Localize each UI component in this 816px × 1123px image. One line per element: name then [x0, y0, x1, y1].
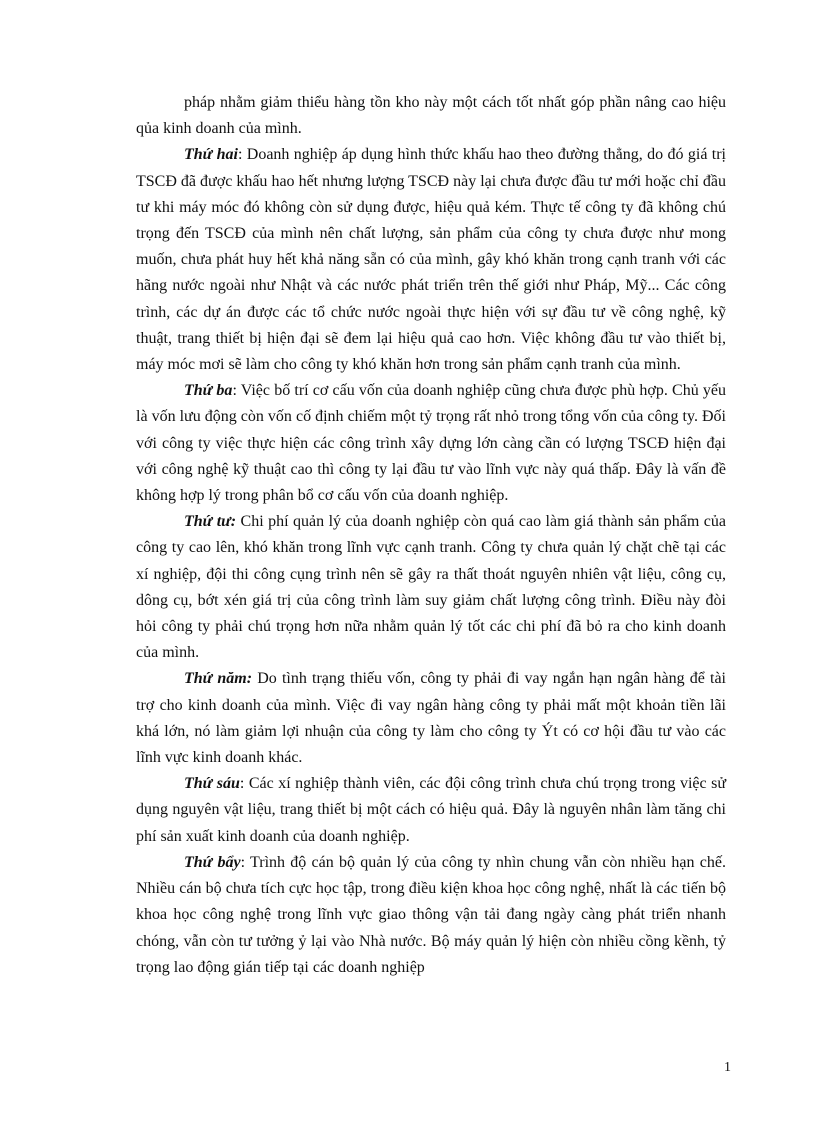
paragraph-thu-bay	[136, 850, 726, 981]
paragraph-lead: Thứ bẩy	[184, 853, 241, 871]
paragraph-text: Do tình trạng thiếu vốn, công ty phải đi vay ngắn hạn ngân hàng để tài trợ cho kinh doanh của mình. Việc đi vay ngân hàng công ty phải mất một khoản tiền lãi khá lớn, nó làm giảm lợi nhuận của công ty làm cho công ty Ýt có cơ hội đầu tư vào các lĩnh vực kinh doanh khác.	[136, 670, 727, 767]
paragraph-text: Chi phí quản lý của doanh nghiệp còn quá cao làm giá thành sản phẩm của công ty cao lên, khó khăn trong lĩnh vực cạnh tranh. Công ty chưa quản lý chặt chẽ tại các xí nghiệp, đội thi công cụng trình nên sẽ gây ra thất thoát nguyên nhiên vật liệu, công cụ, dông cụ, bớt xén giá trị của công trình làm suy giảm chất lượng công trình. Điều này đòi hỏi công ty phải chú trọng hơn nữa nhằm quản lý tốt các chi phí đã bỏ ra cho kinh doanh của mình.	[136, 513, 727, 662]
paragraph-lead: Thứ tư:	[184, 513, 237, 531]
paragraph-text: : Việc bố trí cơ cấu vốn của doanh nghiệp cũng chưa được phù hợp. Chủ yếu là vốn lưu động còn vốn cố định chiếm một tỷ trọng rất nhỏ trong tổng vốn của công ty. Đối với công ty việc thực hiện các công trình xây dựng lớn càng cần có lượng TSCĐ hiện đại với công nghệ kỹ thuật cao thì công ty lại đầu tư vào lĩnh vực này quá thấp. Đây là vấn đề không hợp lý trong phân bổ cơ cấu vốn của doanh nghiệp.	[136, 382, 726, 505]
paragraph-thu-nam	[136, 666, 726, 771]
paragraph-text: : Trình độ cán bộ quản lý của công ty nhìn chung vẫn còn nhiều hạn chế. Nhiều cán bộ chưa tích cực học tập, trong điều kiện khoa học công nghệ, nhất là các tiến bộ khoa học công nghệ trong lĩnh vực giao thông vận tải đang ngày càng phát triển nhanh chóng, vẫn còn tư tưởng ỷ lại vào Nhà nước. Bộ máy quản lý hiện còn nhiều cồng kềnh, tỷ trọng lao động gián tiếp tại các doanh nghiệp	[136, 853, 726, 976]
paragraph-lead: Thứ năm:	[184, 670, 253, 688]
paragraph-thu-tu	[136, 509, 726, 666]
paragraph-lead: Thứ ba	[184, 382, 233, 400]
paragraph-thu-hai	[136, 142, 726, 378]
document-body	[136, 90, 726, 981]
paragraph-text: : Doanh nghiệp áp dụng hình thức khấu hao theo đường thẳng, do đó giá trị TSCĐ đã được khấu hao hết nhưng lượng TSCĐ này lại chưa được đầu tư mới hoặc chỉ đầu tư khi máy móc đó không còn sử dụng được, hiệu quả kém. Thực tế công ty đã không chú trọng đến TSCĐ của mình nên chất lượng, sản phẩm của công ty chưa được như mong muốn, chưa phát huy hết khả năng sẵn có của mình, gây khó khăn trong cạnh tranh với các hãng nước ngoài như Nhật và các nước phát triển trên thế giới như Pháp, Mỹ... Các công trình, các dự án được các tổ chức nước ngoài thực hiện với sự đầu tư về công nghệ, kỹ thuật, trang thiết bị hiện đại sẽ đem lại hiệu quả cao hơn. Việc không đầu tư vào thiết bị, máy móc mơi sẽ làm cho công ty khó khăn hơn trong sản phẩm cạnh tranh của mình.	[136, 146, 726, 374]
paragraph-text: pháp nhằm giảm thiểu hàng tồn kho này một cách tốt nhất góp phần nâng cao hiệu qủa kinh doanh của mình.	[136, 94, 726, 138]
paragraph-thu-ba	[136, 378, 726, 509]
paragraph-lead: Thứ hai	[184, 146, 238, 164]
page-number: 1	[724, 1060, 731, 1075]
paragraph-lead: Thứ sáu	[184, 775, 240, 793]
paragraph-continuation	[136, 90, 726, 142]
paragraph-thu-sau	[136, 771, 726, 850]
paragraph-text: : Các xí nghiệp thành viên, các đội công trình chưa chú trọng trong việc sử dụng nguyên vật liệu, trang thiết bị một cách có hiệu quả. Đây là nguyên nhân làm tăng chi phí sản xuất kinh doanh của doanh nghiệp.	[136, 775, 726, 845]
